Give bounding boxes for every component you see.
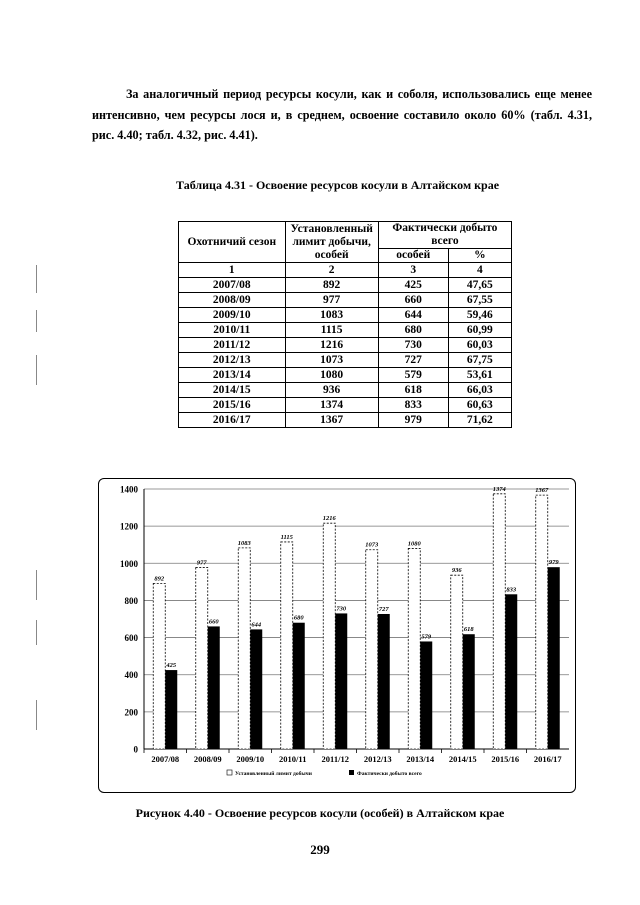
data-label-limit: 977	[196, 559, 207, 567]
bar-actual	[293, 623, 305, 749]
margin-mark	[36, 700, 37, 730]
body-paragraph	[92, 84, 592, 146]
bar-limit	[196, 568, 208, 749]
table-cell: 2015/16	[179, 398, 286, 413]
table-row	[179, 398, 512, 413]
table-cell: 1115	[285, 323, 378, 338]
chart-frame	[98, 478, 576, 793]
bar-actual	[378, 614, 390, 749]
data-label-limit: 1216	[322, 515, 336, 523]
table-caption: Таблица 4.31 - Освоение ресурсов косули в Алтайском крае	[176, 178, 500, 192]
table-cell: 2007/08	[179, 278, 286, 293]
table-cell: 979	[378, 413, 448, 428]
column-number: 3	[378, 263, 448, 278]
x-tick-label: 2016/17	[533, 754, 562, 764]
table-cell: 425	[378, 278, 448, 293]
table-cell: 53,61	[448, 368, 511, 383]
data-label-limit: 1367	[535, 487, 549, 495]
table-cell: 60,99	[448, 323, 511, 338]
table-body	[179, 263, 512, 428]
y-tick-label: 1200	[120, 521, 138, 532]
data-label-limit: 1080	[407, 540, 421, 548]
table-cell: 67,55	[448, 293, 511, 308]
table-cell: 2013/14	[179, 368, 286, 383]
bar-actual	[548, 567, 560, 749]
bar-chart	[99, 479, 575, 792]
data-label-limit: 1115	[280, 533, 293, 541]
bar-limit	[493, 494, 505, 749]
column-number-row	[179, 263, 512, 278]
x-tick-label: 2007/08	[151, 754, 180, 764]
margin-mark	[36, 570, 37, 600]
x-tick-label: 2012/13	[363, 754, 392, 764]
data-label-limit: 936	[451, 567, 462, 575]
column-number: 4	[448, 263, 511, 278]
table-cell: 1216	[285, 338, 378, 353]
table-cell: 2016/17	[179, 413, 286, 428]
data-label-actual: 425	[166, 662, 177, 670]
data-label-actual: 979	[548, 559, 559, 567]
table-row	[179, 308, 512, 323]
table-cell: 579	[378, 368, 448, 383]
bar-limit	[153, 583, 165, 749]
table-cell: 2011/12	[179, 338, 286, 353]
table-cell: 644	[378, 308, 448, 323]
table-row	[179, 323, 512, 338]
table-row	[179, 353, 512, 368]
column-number: 2	[285, 263, 378, 278]
bar-actual	[335, 613, 347, 749]
table-cell: 60,03	[448, 338, 511, 353]
table-cell: 1367	[285, 413, 378, 428]
y-tick-label: 600	[124, 633, 138, 644]
data-label-actual: 618	[463, 626, 474, 634]
table-cell: 2009/10	[179, 308, 286, 323]
data-label-actual: 833	[506, 586, 517, 594]
y-tick-label: 0	[133, 744, 138, 755]
bar-actual	[505, 594, 517, 749]
table-cell: 727	[378, 353, 448, 368]
margin-mark	[36, 265, 37, 293]
table-cell: 730	[378, 338, 448, 353]
table-cell: 660	[378, 293, 448, 308]
data-label-actual: 680	[293, 614, 304, 622]
table-cell: 47,65	[448, 278, 511, 293]
bar-limit	[366, 550, 378, 749]
header-limit: Установленный лимит добычи, особей	[285, 222, 378, 263]
table-cell: 1083	[285, 308, 378, 323]
bar-actual	[165, 670, 177, 749]
data-label-limit: 1083	[237, 539, 251, 547]
x-tick-label: 2015/16	[491, 754, 520, 764]
table-cell: 67,75	[448, 353, 511, 368]
table-cell: 680	[378, 323, 448, 338]
column-number: 1	[179, 263, 286, 278]
x-tick-label: 2011/12	[321, 754, 349, 764]
data-label-actual: 730	[336, 605, 347, 613]
margin-mark	[36, 355, 37, 385]
header-actual-count: особей	[378, 249, 448, 263]
table-cell: 2014/15	[179, 383, 286, 398]
table-cell: 66,03	[448, 383, 511, 398]
table-row	[179, 278, 512, 293]
table-row	[179, 368, 512, 383]
x-tick-label: 2010/11	[279, 754, 307, 764]
table-row	[179, 293, 512, 308]
margin-mark	[36, 620, 37, 645]
legend-label-limit: Установленный лимит добычи	[235, 771, 312, 777]
table-cell: 60,63	[448, 398, 511, 413]
data-label-actual: 644	[251, 621, 262, 629]
table-row	[179, 413, 512, 428]
x-tick-label: 2013/14	[406, 754, 435, 764]
table-cell: 2008/09	[179, 293, 286, 308]
header-season: Охотничий сезон	[179, 222, 286, 263]
bar-limit	[323, 523, 335, 749]
y-tick-label: 1000	[120, 558, 138, 569]
table-cell: 1073	[285, 353, 378, 368]
x-tick-label: 2009/10	[236, 754, 265, 764]
table-cell: 892	[285, 278, 378, 293]
bar-actual	[250, 629, 262, 749]
data-label-limit: 1073	[365, 541, 379, 549]
table-cell: 59,46	[448, 308, 511, 323]
bar-limit	[238, 548, 250, 749]
bar-actual	[463, 634, 475, 749]
data-label-limit: 1374	[492, 485, 506, 493]
table-cell: 833	[378, 398, 448, 413]
table-cell: 618	[378, 383, 448, 398]
legend-label-actual: Фактически добыто всего	[357, 771, 422, 777]
x-tick-label: 2014/15	[448, 754, 477, 764]
page-number: 299	[310, 842, 330, 857]
bar-actual	[420, 641, 432, 749]
figure-caption: Рисунок 4.40 - Освоение ресурсов косули (особей) в Алтайском крае	[135, 806, 505, 820]
x-tick-label: 2008/09	[193, 754, 222, 764]
resources-table	[178, 221, 512, 428]
data-label-actual: 727	[378, 605, 389, 613]
bar-limit	[281, 542, 293, 749]
legend-swatch-limit	[227, 770, 232, 775]
paragraph-text: За аналогичный период ресурсы косули, как и соболя, использовались еще менее интенсивно, чем ресурсы лося и, в среднем, освоение составило около 60% (табл. 4.31, рис. 4.40; табл. 4.32, рис. 4.41).	[92, 87, 592, 142]
y-tick-label: 800	[124, 595, 138, 606]
y-tick-label: 400	[124, 670, 138, 681]
legend-swatch-actual	[349, 770, 354, 775]
y-tick-label: 200	[124, 707, 138, 718]
bar-limit	[408, 548, 420, 749]
table-cell: 936	[285, 383, 378, 398]
table-cell: 1374	[285, 398, 378, 413]
table-cell: 977	[285, 293, 378, 308]
header-actual-pct: %	[448, 249, 511, 263]
table-cell: 1080	[285, 368, 378, 383]
table-cell: 2012/13	[179, 353, 286, 368]
data-label-limit: 892	[154, 575, 165, 583]
header-actual: Фактически добыто всего	[378, 222, 511, 249]
bar-limit	[451, 575, 463, 749]
bar-actual	[208, 626, 220, 749]
table-row	[179, 383, 512, 398]
y-tick-label: 1400	[120, 484, 138, 495]
table-row	[179, 338, 512, 353]
margin-mark	[36, 310, 37, 332]
data-label-actual: 660	[208, 618, 219, 626]
bar-limit	[536, 495, 548, 749]
table-cell: 2010/11	[179, 323, 286, 338]
table-cell: 71,62	[448, 413, 511, 428]
data-label-actual: 579	[421, 633, 432, 641]
